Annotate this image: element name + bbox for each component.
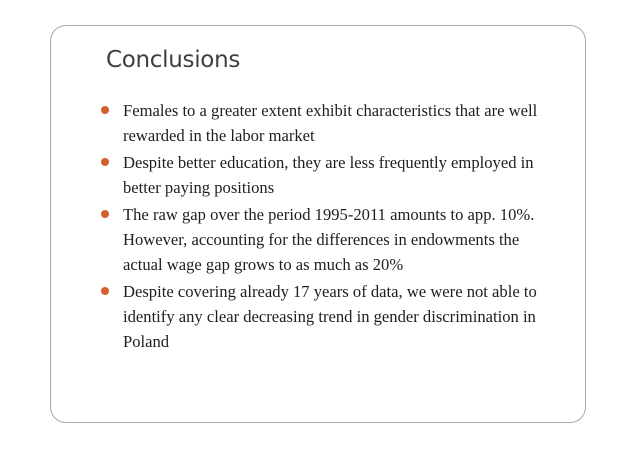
bullet-list xyxy=(99,98,561,356)
bullet-dot-icon xyxy=(101,158,109,166)
bullet-item-3 xyxy=(99,202,561,277)
bullet-dot-icon xyxy=(101,287,109,295)
bullet-item-2 xyxy=(99,150,561,200)
slide-title: Conclusions xyxy=(106,47,241,73)
bullet-text-2: Despite better education, they are less frequently employed in better paying positions xyxy=(123,153,534,197)
bullet-item-1 xyxy=(99,98,561,148)
bullet-text-3: The raw gap over the period 1995-2011 amounts to app. 10%. However, accounting for the differences in endowments the actual wage gap grows to as much as 20% xyxy=(123,205,535,274)
bullet-item-4 xyxy=(99,279,561,354)
bullet-dot-icon xyxy=(101,106,109,114)
bullet-text-4: Despite covering already 17 years of data, we were not able to identify any clear decreasing trend in gender discrimination in Poland xyxy=(123,282,537,351)
bullet-dot-icon xyxy=(101,210,109,218)
bullet-text-1: Females to a greater extent exhibit characteristics that are well rewarded in the labor market xyxy=(123,101,538,145)
